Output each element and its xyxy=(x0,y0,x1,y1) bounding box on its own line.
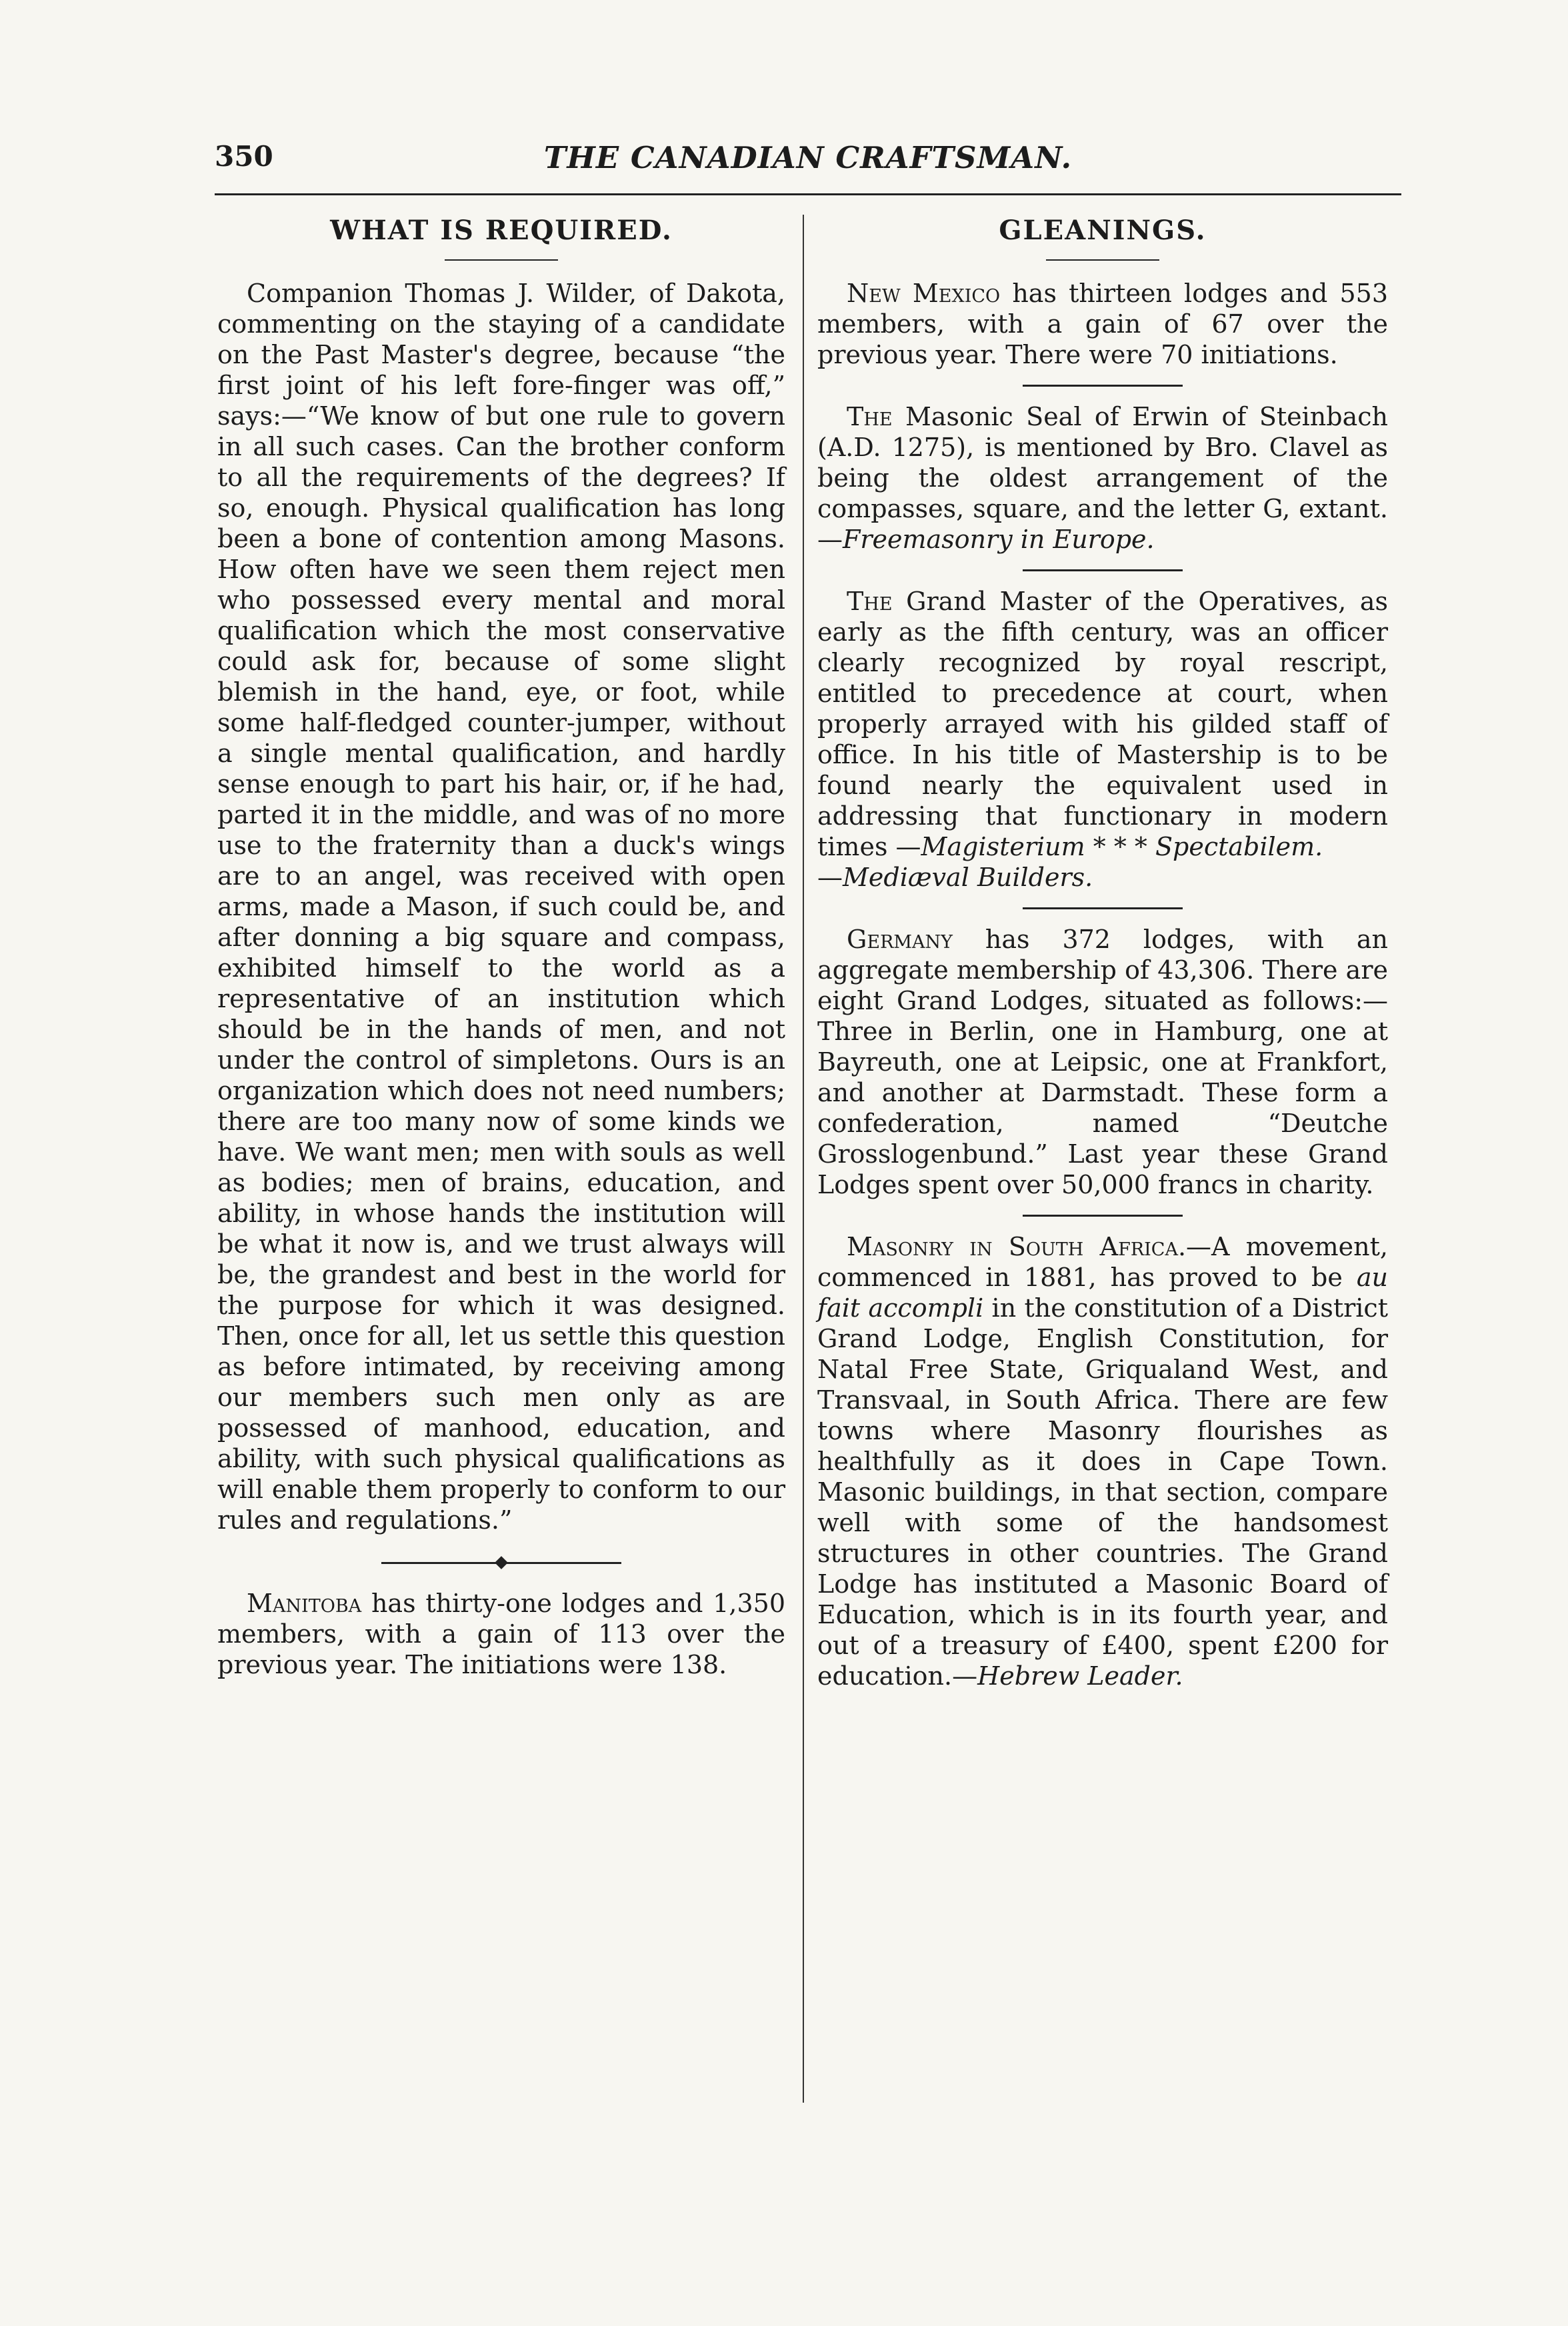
separator-rule xyxy=(1023,385,1183,387)
text-new-mexico: has thirteen lodges and 553 members, with a gain of 67 over the previous year. There were 70 initiations. xyxy=(817,279,1389,369)
page-header xyxy=(215,140,1401,188)
article-south-africa xyxy=(817,1231,1388,1691)
lead-south-africa: Masonry in South Africa. xyxy=(847,1232,1187,1261)
lead-grand-master: The xyxy=(847,587,893,616)
page-number: 350 xyxy=(215,140,273,173)
article-what-is-required: Companion Thomas J. Wilder, of Dakota, commenting on the staying of a candidate on the Past Master's degree, because “the first joint of his left fore-finger was off,” says:—“We know of but one rule to govern in all such cases. Can the brother conform to all the requirements of the degrees? If so, enough. Physical qualification has long been a bone of contention among Masons. How often have we seen them reject men who possessed every mental and moral qualification which the most conservative could ask for, because of some slight blemish in the hand, eye, or foot, while some half-fledged counter-jumper, without a single mental qualification, and hardly sense enough to part his hair, or, if he had, parted it in the middle, and was of no more use to the fraternity than a duck's wings are to an angel, was received with open arms, made a Mason, if such could be, and after donning a big square and compass, exhibited himself to the world as a representative of an institution which should be in the hands of men, and not under the control of simpletons. Ours is an organization which does not need numbers; there are too many now of some kinds we have. We want men; men with souls as well as bodies; men of brains, education, and ability, in whose hands the institution will be what it now is, and we trust always will be, the grandest and best in the world for the purpose for which it was designed. Then, once for all, let us settle this question as before intimated, by receiving among our members such men only as are possessed of manhood, education, and ability, with such physical qualifications as will enable them properly to conform to our rules and regulations.” xyxy=(217,279,785,1535)
text-south-africa-1: —A movement, commenced in 1881, has proved to be xyxy=(817,1232,1388,1292)
italic-south-africa: au fait accompli xyxy=(817,1263,1388,1323)
text-south-africa-2: in the constitution of a District Grand Lodge, English Constitution, for Natal Free State, Griqualand West, and Transvaal, in South Africa. There are few towns where Masonry flourishes as healthfully as it does in Cape Town. Masonic buildings, in that section, compare well with some of the handsomest structures in other countries. The Grand Lodge has instituted a Masonic Board of Education, which is in its fourth year, and out of a treasury of £400, spent £200 for education.— xyxy=(817,1293,1388,1691)
text-grand-master: Grand Master of the Operatives, as early as the fifth century, was an officer clearly recognized by royal rescript, entitled to precedence at court, when properly arrayed with his gilded staff of office. In his title of Mastership is to be found nearly the equivalent used in addressing that functionary in modern times — xyxy=(817,587,1388,861)
ornamental-rule xyxy=(381,1562,621,1564)
source-grand-master: Mediæval Builders. xyxy=(843,863,1093,892)
text-germany: has 372 lodges, with an aggregate membership of 43,306. There are eight Grand Lodges, situated as follows:—Three in Berlin, one in Hamburg, one at Bayreuth, one at Leipsic, one at Frankfort, and another at Darmstadt. These form a confederation, named “Deutche Grosslogenbund.” Last year these Grand Lodges spent over 50,000 francs in charity. xyxy=(817,925,1388,1199)
text-seal: Masonic Seal of Erwin of Steinbach (A.D. 1275), is mentioned by Bro. Clavel as being the oldest arrangement of the compasses, square, and the letter G, extant.— xyxy=(817,402,1388,554)
lead-germany: Germany xyxy=(847,925,953,954)
running-title: THE CANADIAN CRAFTSMAN. xyxy=(543,140,1073,175)
lead-manitoba: Manitoba xyxy=(247,1589,362,1618)
heading-rule xyxy=(445,259,558,261)
article-germany xyxy=(817,924,1388,1200)
source-south-africa: Hebrew Leader. xyxy=(977,1661,1183,1691)
source-dash: — xyxy=(817,863,843,892)
article-manitoba xyxy=(217,1588,785,1680)
lead-seal: The xyxy=(847,402,893,431)
text-manitoba: has thirty-one lodges and 1,350 members, with a gain of 113 over the previous year. The initiations were 138. xyxy=(217,1589,785,1679)
separator-rule xyxy=(1023,569,1183,571)
separator-rule xyxy=(1023,1215,1183,1217)
left-column xyxy=(217,215,785,1680)
source-seal: Freemasonry in Europe. xyxy=(843,525,1155,554)
article-heading-what-is-required: WHAT IS REQUIRED. xyxy=(330,215,673,246)
header-rule xyxy=(215,193,1401,195)
article-grand-master xyxy=(817,586,1388,893)
right-column xyxy=(817,215,1388,1691)
quote-grand-master: Magisterium * * * Spectabilem. xyxy=(921,832,1323,861)
article-new-mexico xyxy=(817,278,1388,370)
article-masonic-seal xyxy=(817,401,1388,555)
column-divider xyxy=(803,215,804,2103)
article-heading-gleanings: GLEANINGS. xyxy=(999,215,1207,246)
heading-rule xyxy=(1046,259,1159,261)
lead-new-mexico: New Mexico xyxy=(847,279,1001,308)
separator-rule xyxy=(1023,907,1183,909)
